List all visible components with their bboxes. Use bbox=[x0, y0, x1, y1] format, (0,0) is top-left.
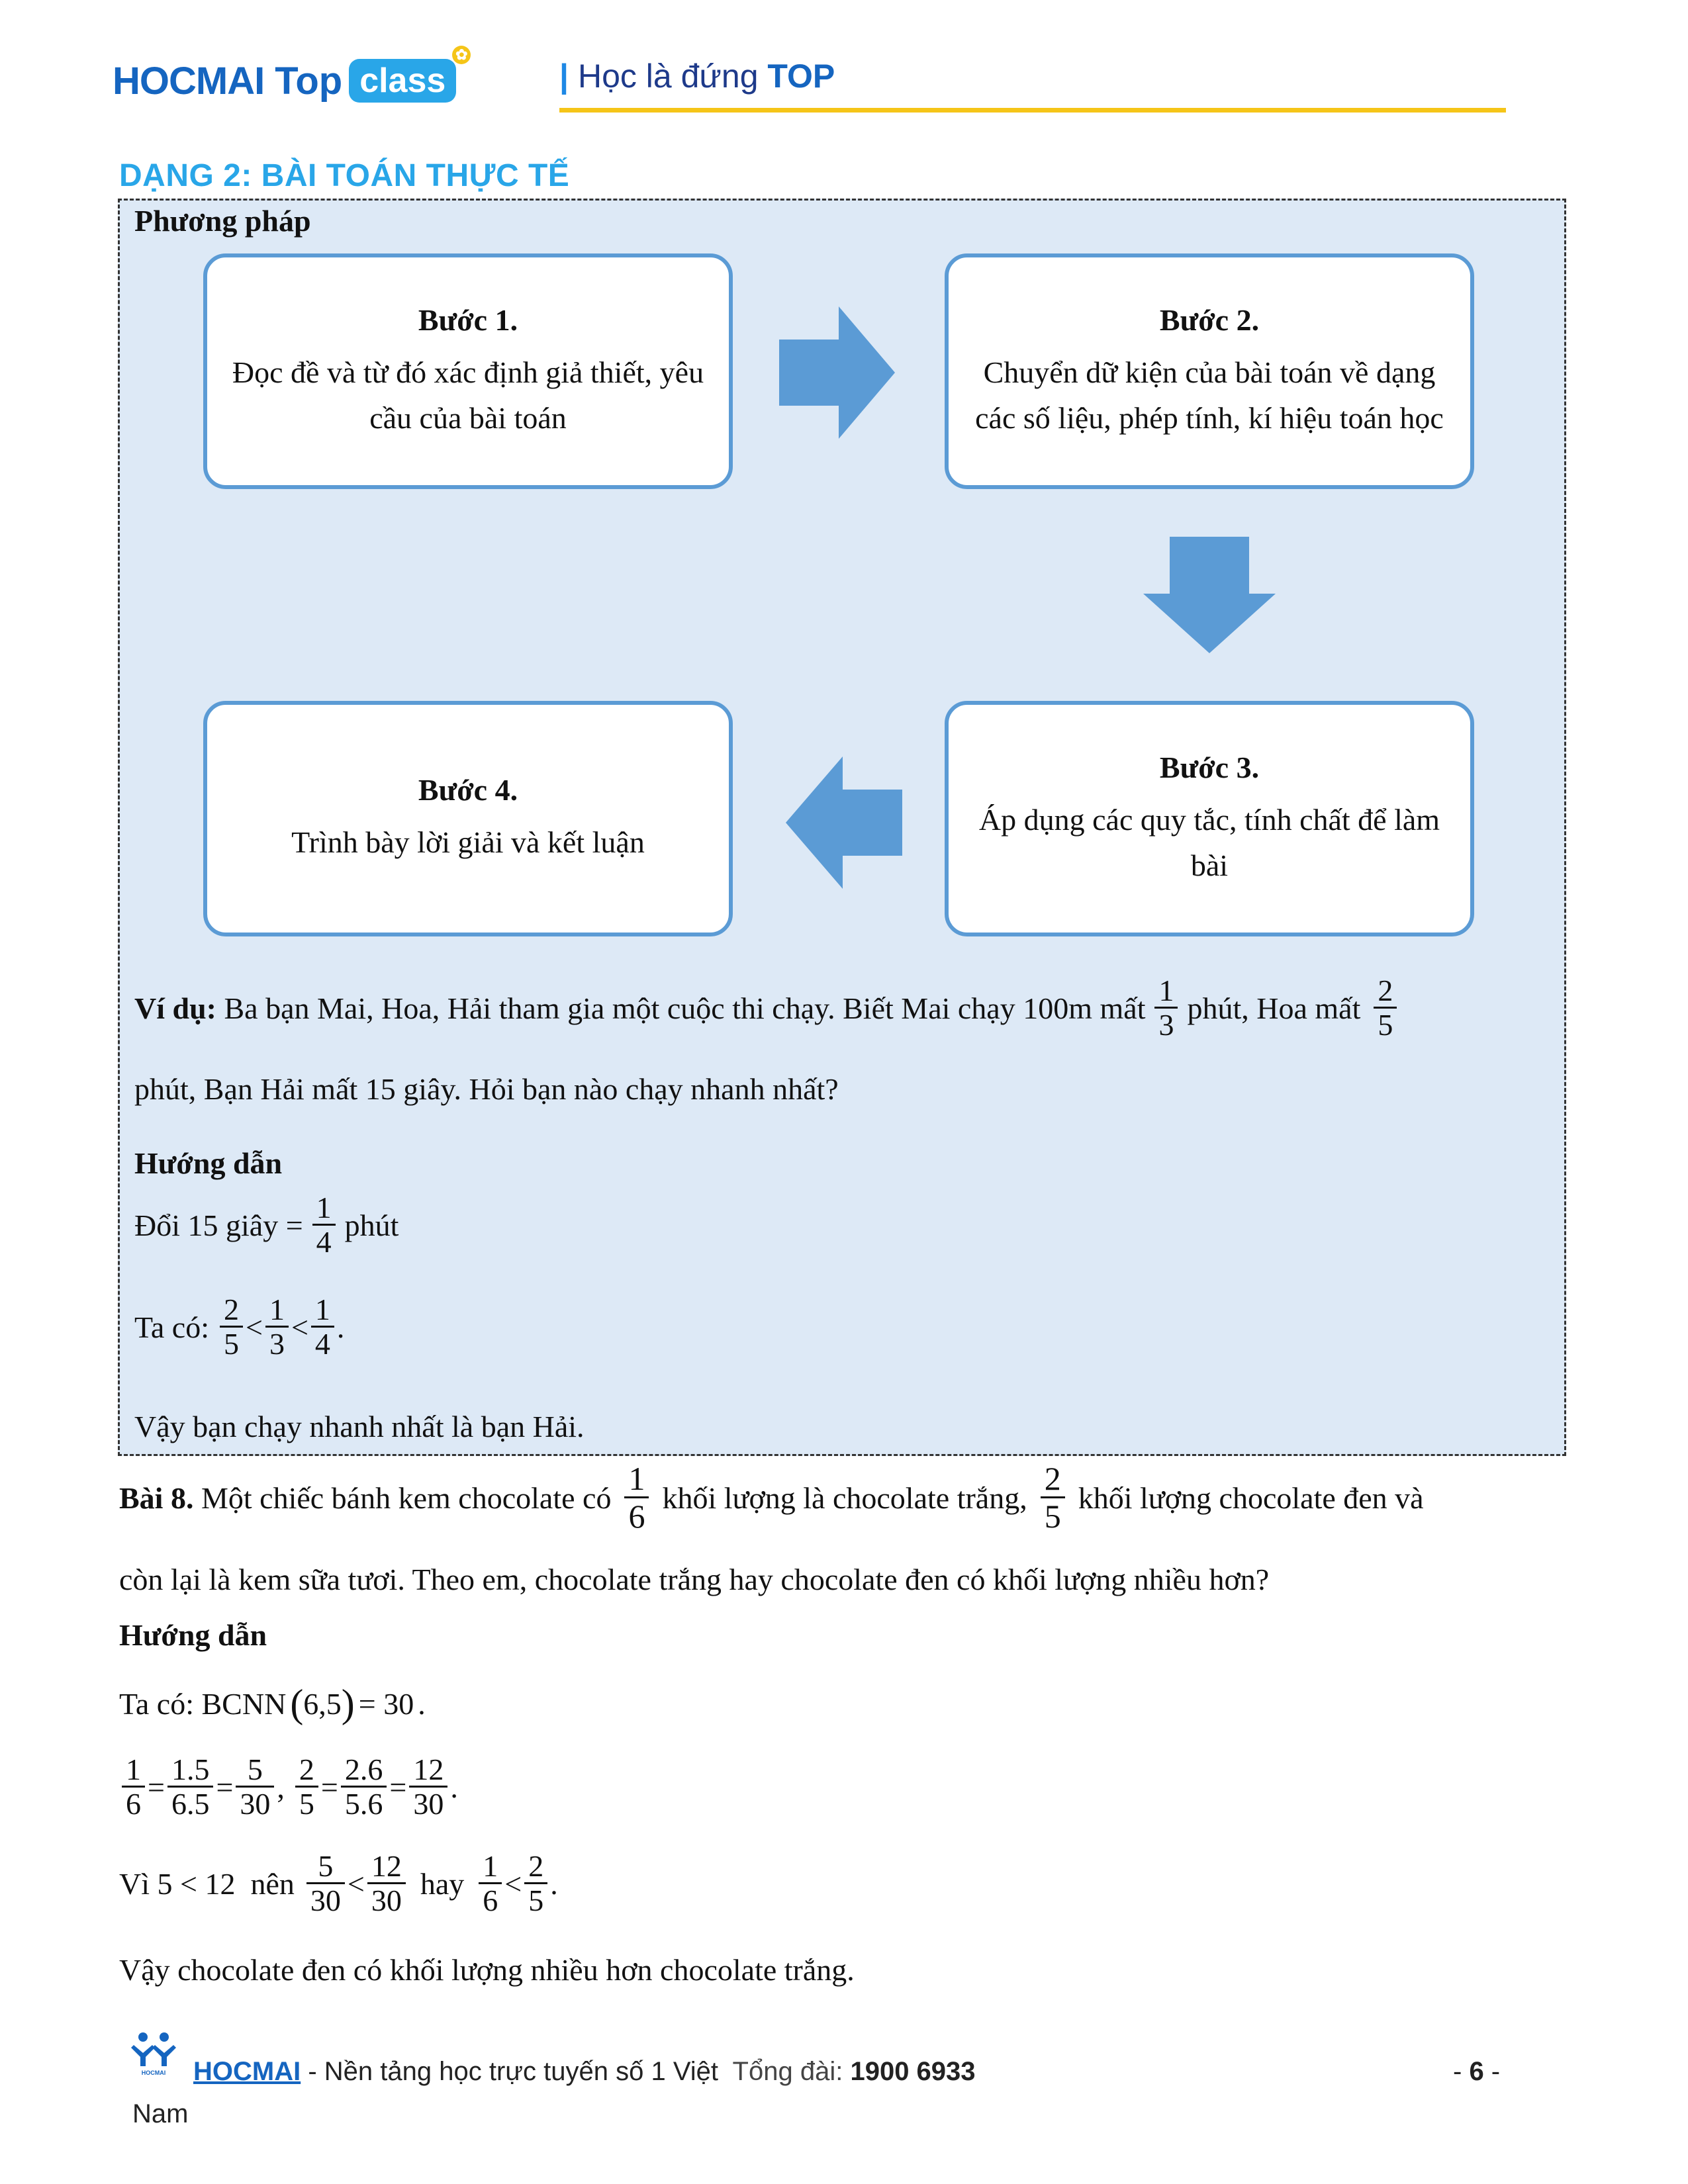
less-than: < bbox=[504, 1867, 522, 1901]
step-4-body: Trình bày lời giải và kết luận bbox=[291, 825, 645, 859]
bcnn-prefix: Ta có: BCNN bbox=[119, 1687, 287, 1721]
equals: = bbox=[216, 1770, 234, 1805]
arrow-left-icon bbox=[786, 756, 902, 889]
step-1-body: Đọc đề và từ đó xác định giả thiết, yêu cầu của bài toán bbox=[232, 355, 704, 435]
fraction-denominator: 30 bbox=[409, 1786, 447, 1821]
fraction-numerator: 12 bbox=[371, 1849, 402, 1883]
fraction-1-5-over-6-5 bbox=[167, 1754, 214, 1821]
fraction-5-30 bbox=[236, 1754, 274, 1821]
fraction-numerator: 12 bbox=[413, 1752, 444, 1786]
less-than: < bbox=[291, 1310, 308, 1345]
method-heading: Phương pháp bbox=[134, 204, 311, 238]
fraction-denominator: 3 bbox=[1154, 1007, 1178, 1042]
fraction-denominator: 5 bbox=[1041, 1496, 1065, 1535]
section-title: DẠNG 2: BÀI TOÁN THỰC TẾ bbox=[119, 158, 570, 193]
fraction-compare-3 bbox=[311, 1294, 334, 1361]
vi-prefix: Vì 5 < 12 nên bbox=[119, 1867, 295, 1901]
fraction-denominator: 6 bbox=[122, 1786, 145, 1821]
fraction-convert bbox=[312, 1192, 336, 1259]
open-paren: ( bbox=[290, 1682, 304, 1725]
vi-hay: hay bbox=[420, 1867, 465, 1901]
fraction-numerator: 2 bbox=[528, 1849, 544, 1883]
step-2-title: Bước 2. bbox=[1159, 302, 1260, 337]
tagline-top: TOP bbox=[767, 58, 835, 95]
footer-text bbox=[193, 2057, 976, 2087]
page-number bbox=[1453, 2057, 1500, 2087]
step-3-title: Bước 3. bbox=[1159, 750, 1260, 784]
problem-8-text-a: Một chiếc bánh kem chocolate có bbox=[193, 1480, 612, 1515]
fraction-numerator: 2.6 bbox=[344, 1752, 383, 1786]
equals: = bbox=[389, 1770, 407, 1805]
fraction-denominator: 5 bbox=[220, 1326, 243, 1361]
footer-logo-text: HOCMAI bbox=[141, 2070, 166, 2076]
fraction-dark-chocolate bbox=[1041, 1461, 1065, 1535]
fraction-numerator: 1 bbox=[269, 1293, 285, 1326]
fraction-denominator: 4 bbox=[311, 1326, 334, 1361]
fraction-12-30 bbox=[409, 1754, 447, 1821]
step-4-title: Bước 4. bbox=[418, 773, 518, 807]
page-value: 6 bbox=[1469, 2057, 1484, 2086]
footer-hotline-label: Tổng đài: bbox=[718, 2057, 851, 2086]
fraction-denominator: 30 bbox=[306, 1882, 345, 1918]
fraction-denominator: 30 bbox=[367, 1882, 406, 1918]
fraction-5-30 bbox=[306, 1850, 345, 1918]
problem-8-line-2: còn lại là kem sữa tươi. Theo em, chocolate trắng hay chocolate đen có khối lượng nhiều hơn? bbox=[119, 1563, 1270, 1596]
arrow-right-icon bbox=[779, 306, 898, 439]
conversion-line bbox=[119, 1754, 458, 1821]
arrow-down-icon bbox=[1143, 537, 1276, 653]
fraction-denominator: 3 bbox=[265, 1326, 289, 1361]
hocmai-people-icon bbox=[130, 2030, 177, 2077]
fraction-numerator: 1 bbox=[314, 1293, 330, 1326]
tagline bbox=[559, 57, 835, 95]
fraction-1-6 bbox=[479, 1850, 502, 1918]
problem-8-text-b: khối lượng là chocolate trắng, bbox=[662, 1480, 1027, 1515]
less-than: < bbox=[347, 1867, 365, 1901]
less-than: < bbox=[246, 1310, 263, 1345]
tagline-text: Học là đứng bbox=[578, 58, 768, 95]
fraction-numerator: 2 bbox=[299, 1752, 314, 1786]
star-icon: ✿ bbox=[452, 46, 471, 64]
fraction-denominator: 5 bbox=[1374, 1007, 1397, 1042]
fraction-2-5 bbox=[295, 1754, 318, 1821]
convert-line bbox=[134, 1192, 399, 1259]
fraction-denominator: 5 bbox=[524, 1882, 547, 1918]
fraction-white-chocolate bbox=[624, 1461, 649, 1535]
example-text-a: Ba bạn Mai, Hoa, Hải tham gia một cuộc thi chạy. Biết Mai chạy 100m mất bbox=[216, 991, 1146, 1026]
step-2-body: Chuyển dữ kiện của bài toán về dạng các số liệu, phép tính, kí hiệu toán học bbox=[975, 355, 1444, 435]
fraction-denominator: 6.5 bbox=[167, 1786, 214, 1821]
compare-prefix: Ta có: bbox=[134, 1310, 210, 1345]
step-4-box bbox=[203, 701, 733, 936]
fraction-denominator: 5.6 bbox=[341, 1786, 387, 1821]
tagline-bar: | bbox=[559, 58, 569, 95]
example-text-b: phút, Hoa mất bbox=[1187, 991, 1361, 1026]
footer-brand-link[interactable]: HOCMAI bbox=[193, 2057, 301, 2086]
fraction-numerator: 2 bbox=[224, 1293, 240, 1326]
equals: = bbox=[320, 1770, 338, 1805]
header-divider bbox=[559, 108, 1506, 113]
step-1-title: Bước 1. bbox=[418, 302, 518, 337]
fraction-numerator: 5 bbox=[247, 1752, 263, 1786]
fraction-numerator: 1 bbox=[316, 1191, 332, 1224]
fraction-numerator: 1.5 bbox=[171, 1752, 210, 1786]
step-3-body: Áp dụng các quy tắc, tính chất để làm bài bbox=[978, 802, 1440, 882]
vi-end: . bbox=[550, 1867, 558, 1901]
fraction-denominator: 6 bbox=[479, 1882, 502, 1918]
bcnn-result: = 30 bbox=[358, 1687, 414, 1721]
method-conclusion: Vậy bạn chạy nhanh nhất là bạn Hải. bbox=[134, 1410, 585, 1443]
logo-class: class bbox=[359, 62, 446, 100]
fraction-denominator: 4 bbox=[312, 1224, 336, 1259]
comma: , bbox=[277, 1770, 285, 1805]
convert-prefix: Đổi 15 giây = bbox=[134, 1208, 303, 1243]
example-label: Ví dụ: bbox=[134, 991, 216, 1026]
fraction-numerator: 1 bbox=[126, 1752, 141, 1786]
fraction-2-6-over-5-6 bbox=[341, 1754, 387, 1821]
fraction-numerator: 1 bbox=[483, 1849, 498, 1883]
fraction-numerator: 2 bbox=[1044, 1460, 1061, 1497]
step-1-box bbox=[203, 253, 733, 489]
footer-tagline: - Nền tảng học trực tuyến số 1 Việt bbox=[301, 2057, 719, 2086]
footer-hotline: 1900 6933 bbox=[850, 2057, 976, 2086]
convert-suffix: phút bbox=[344, 1208, 399, 1243]
logo-top: Top bbox=[275, 59, 343, 103]
problem-8-text-c: khối lượng chocolate đen và bbox=[1078, 1480, 1424, 1515]
fraction-denominator: 6 bbox=[624, 1496, 649, 1535]
logo-class-badge bbox=[349, 46, 468, 103]
step-2-box bbox=[945, 253, 1474, 489]
page-suffix: - bbox=[1483, 2057, 1501, 2086]
method-panel bbox=[118, 199, 1566, 1456]
example-line-2: phút, Bạn Hải mất 15 giây. Hỏi bạn nào chạy nhanh nhất? bbox=[134, 1072, 839, 1106]
conversion-end: . bbox=[450, 1770, 458, 1805]
bcnn-args: 6,5 bbox=[303, 1687, 342, 1721]
fraction-compare-1 bbox=[220, 1294, 243, 1361]
fraction-1-6 bbox=[122, 1754, 145, 1821]
fraction-denominator: 5 bbox=[295, 1786, 318, 1821]
method-guide-heading: Hướng dẫn bbox=[134, 1146, 283, 1180]
fraction-2-5 bbox=[524, 1850, 547, 1918]
problem-8-guide-heading: Hướng dẫn bbox=[119, 1618, 267, 1652]
fraction-hoa bbox=[1374, 975, 1397, 1042]
comparison-line bbox=[119, 1850, 558, 1918]
fraction-numerator: 2 bbox=[1378, 974, 1393, 1007]
fraction-compare-2 bbox=[265, 1294, 289, 1361]
example-line-1 bbox=[134, 975, 1399, 1042]
compare-line bbox=[134, 1294, 344, 1361]
problem-8-line-1 bbox=[119, 1461, 1424, 1535]
step-3-box bbox=[945, 701, 1474, 936]
bcnn-end: . bbox=[418, 1687, 426, 1721]
equals: = bbox=[148, 1770, 165, 1805]
fraction-12-30 bbox=[367, 1850, 406, 1918]
hocmai-topclass-logo bbox=[113, 46, 468, 107]
logo-brand: HOCMAI bbox=[113, 59, 265, 103]
close-paren: ) bbox=[341, 1682, 355, 1725]
compare-end: . bbox=[336, 1310, 345, 1345]
fraction-denominator: 30 bbox=[236, 1786, 274, 1821]
problem-8-conclusion: Vậy chocolate đen có khối lượng nhiều hơn chocolate trắng. bbox=[119, 1953, 855, 1987]
problem-8-label: Bài 8. bbox=[119, 1480, 194, 1515]
fraction-numerator: 1 bbox=[1158, 974, 1174, 1007]
footer-nam: Nam bbox=[132, 2099, 189, 2128]
bcnn-line bbox=[119, 1681, 426, 1727]
fraction-numerator: 5 bbox=[318, 1849, 334, 1883]
fraction-numerator: 1 bbox=[628, 1460, 645, 1497]
page-prefix: - bbox=[1453, 2057, 1470, 2086]
fraction-mai bbox=[1154, 975, 1178, 1042]
